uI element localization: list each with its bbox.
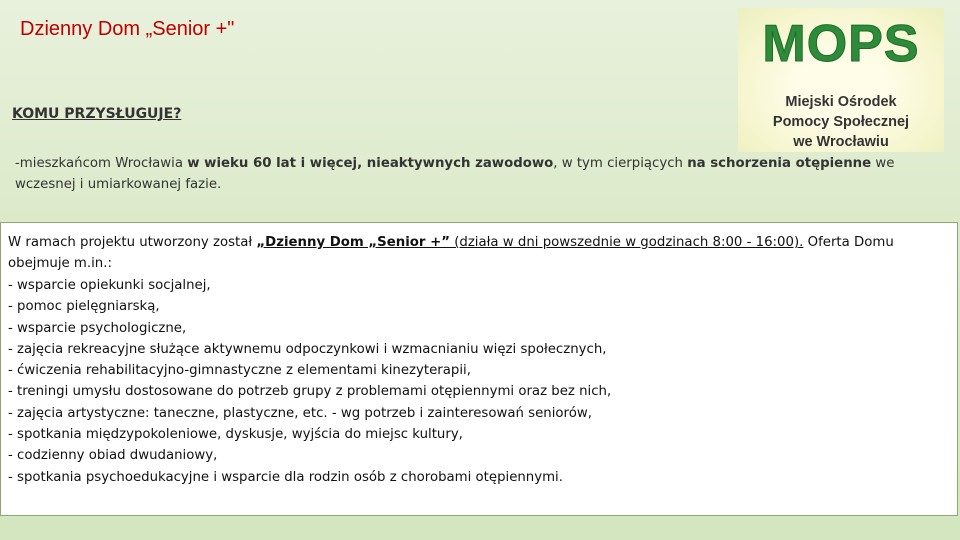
logo-line-1: Miejski Ośrodek bbox=[785, 94, 897, 110]
offer-intro-start: W ramach projektu utworzony został bbox=[8, 235, 257, 250]
offer-intro bbox=[8, 232, 928, 275]
list-item: - spotkania psychoedukacyjne i wsparcie dla rodzin osób z chorobami otępiennymi. bbox=[8, 469, 563, 485]
list-item: - codzienny obiad dwudaniowy, bbox=[8, 448, 218, 464]
list-item: - zajęcia artystyczne: taneczne, plastyczne, etc. - wg potrzeb i zainteresowań seniorów, bbox=[8, 405, 592, 421]
eligibility-heading: KOMU PRZYSŁUGUJE? bbox=[12, 106, 182, 122]
list-item: - spotkania międzypokoleniowe, dyskusje, wyjścia do miejsc kultury, bbox=[8, 427, 463, 443]
slide-title: Dzienny Dom „Senior +" bbox=[20, 18, 235, 40]
offer-list bbox=[8, 275, 928, 488]
list-item: - ćwiczenia rehabilitacyjno-gimnastyczne z elementami kinezyterapii, bbox=[8, 363, 471, 379]
eligibility-condition: na schorzenia otępienne bbox=[687, 156, 872, 171]
list-item: - pomoc pielęgniarską, bbox=[8, 299, 160, 315]
eligibility-suffix: we wczesnej i umiarkowanej fazie. bbox=[15, 156, 895, 192]
logo-line-2: Pomocy Społecznej bbox=[772, 114, 910, 130]
offer-intro-underlined bbox=[256, 235, 803, 250]
offer-intro-end: Oferta Domu obejmuje m.in.: bbox=[8, 235, 894, 272]
offer-box bbox=[0, 222, 958, 516]
logo-line-3: we Wrocławiu bbox=[793, 134, 889, 150]
logo-mark: MOPS bbox=[762, 15, 920, 73]
list-item: - treningi umysłu dostosowane do potrzeb grupy z problemami otępiennymi oraz bez nich, bbox=[8, 384, 612, 400]
offer-intro-name: „Dzienny Dom „Senior +” bbox=[256, 235, 450, 250]
offer-intro-hours: (działa w dni powszednie w godzinach 8:00 - 16:00). bbox=[449, 235, 804, 250]
list-item: - wsparcie opiekunki socjalnej, bbox=[8, 278, 211, 293]
list-item: - wsparcie psychologiczne, bbox=[8, 320, 187, 336]
eligibility-middle: , w tym cierpiących bbox=[553, 156, 688, 171]
eligibility-age: w wieku 60 lat i więcej, nieaktywnych zawodowo bbox=[187, 156, 554, 171]
mops-logo bbox=[738, 8, 944, 152]
eligibility-prefix: -mieszkańcom Wrocławia bbox=[15, 156, 188, 171]
list-item: - zajęcia rekreacyjne służące aktywnemu odpoczynkowi i wzmacnianiu więzi społecznych, bbox=[8, 341, 607, 357]
logo-text bbox=[746, 92, 936, 152]
eligibility-text bbox=[15, 153, 945, 195]
